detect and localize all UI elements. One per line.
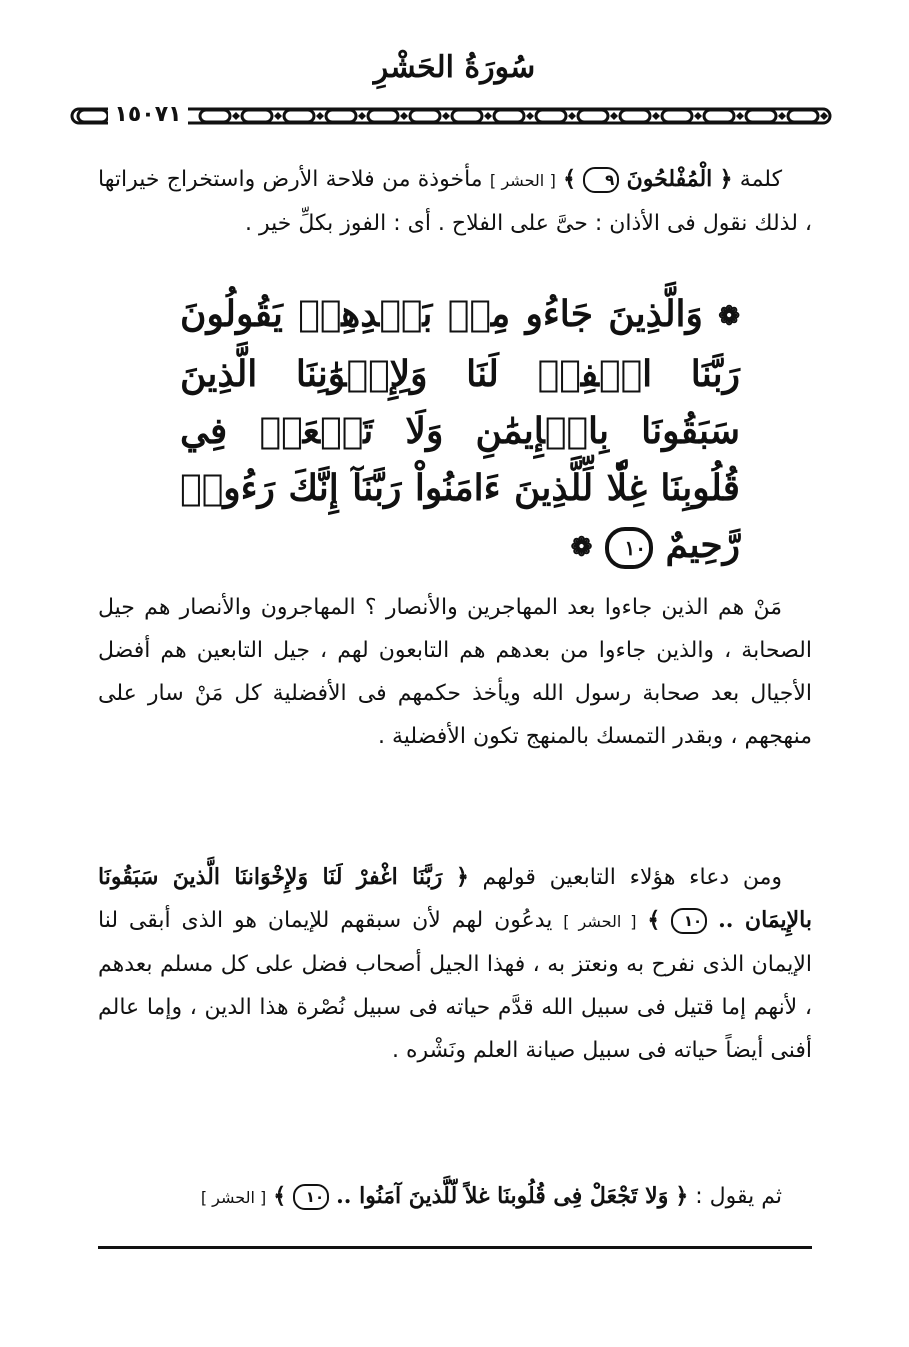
ornament-diamond xyxy=(316,112,324,120)
surah-reference: [ الحشر ] xyxy=(563,912,637,931)
ornament-capsule xyxy=(78,110,108,122)
paragraph-tabieen xyxy=(98,586,812,758)
footer-rule xyxy=(98,1246,812,1249)
para3-lead: ومن دعاء هؤلاء التابعين قولهم xyxy=(482,865,783,890)
paragraph-dua xyxy=(98,856,812,1072)
surah-title: سُورَةُ الحَشْرِ xyxy=(373,50,536,85)
para4-lead: ثم يقول : xyxy=(695,1184,782,1209)
ornament-diamond xyxy=(736,112,744,120)
ornament-diamond xyxy=(358,112,366,120)
ornament-capsule xyxy=(452,110,482,122)
close-bracket: ﴾ xyxy=(563,166,577,192)
ornament-diamond xyxy=(232,112,240,120)
para1-body: مأخوذة من فلاحة الأرض واستخراج خيراتها ، لذلك نقول فى الأذان : حىَّ على الفلاح . أى : الفوز بكلِّ خير . xyxy=(98,167,812,236)
ornament-capsule xyxy=(620,110,650,122)
open-bracket: ﴿ xyxy=(719,166,733,192)
ornament-diamond xyxy=(652,112,660,120)
ornament-capsule xyxy=(494,110,524,122)
ornament-capsule xyxy=(788,110,818,122)
verse-end-ornament-icon: ❁ xyxy=(570,532,593,562)
quran-word: الْمُفْلحُونَ xyxy=(626,166,713,192)
open-bracket: ﴿ xyxy=(675,1183,689,1209)
ornament-diamond xyxy=(442,112,450,120)
paragraph-word-meaning xyxy=(98,158,812,245)
ornament-diamond xyxy=(274,112,282,120)
close-bracket: ﴾ xyxy=(273,1183,287,1209)
ornament-capsule xyxy=(284,110,314,122)
ornament-capsule xyxy=(200,110,230,122)
para3-body: يدعُون لهم لأن سبقهم للإيمان هو الذى أبقى لنا الإيمان الذى نفرح به ونعتز به ، فهذا الجيل أصحاب فضل على كل مسلم بعدهم ، لأنهم إما قتيل فى سبيل الله قدَّم حياته فى سبيل نُصْرة هذا الدين ، وإما عالم أفنى أيضاً حياته فى سبيل صيانة العلم ونَشْره . xyxy=(98,908,812,1063)
ornament-diamond xyxy=(820,112,828,120)
ornament-capsule xyxy=(326,110,356,122)
ornament-diamond xyxy=(568,112,576,120)
ornament-capsule xyxy=(578,110,608,122)
page-number: ١٥٠٧١ xyxy=(108,100,188,130)
open-bracket: ﴿ xyxy=(455,864,469,890)
ornament-diamond xyxy=(694,112,702,120)
close-bracket: ﴾ xyxy=(647,907,661,933)
ornament-diamond xyxy=(484,112,492,120)
para2-body: مَنْ هم الذين جاءوا بعد المهاجرين والأنصار ؟ المهاجرون والأنصار هم جيل الصحابة ، والذين جاءوا من بعدهم هم التابعون لهم ، جيل التابعين هم أفضل الأجيال بعد صحابة رسول الله ويأخذ حكمهم فى الأفضلية كل مَنْ سار على منهجهم ، وبقدر التمسك بالمنهج تكون الأفضلية . xyxy=(98,595,812,749)
ornament-capsule xyxy=(746,110,776,122)
para1-lead: كلمة xyxy=(739,167,783,192)
verse-start-ornament-icon: ❁ xyxy=(718,301,740,332)
ornament-capsule xyxy=(242,110,272,122)
ornament-capsule xyxy=(536,110,566,122)
quran-quote: وَلا تَجْعَلْ فِى قُلُوبنَا غلاً لّلَّذينَ آمَنُوا .. xyxy=(336,1183,669,1209)
ayah-number-badge: ١٠ xyxy=(293,1184,329,1210)
verse-ayah-number-badge: ١٠ xyxy=(605,527,653,569)
verse-text: وَالَّذِينَ جَاءُو مِنۢ بَعۡدِهِمۡ يَقُولُونَ رَبَّنَا اغۡفِرۡ لَنَا وَلِإِخۡوَٰنِنَا الَّذِينَ سَبَقُونَا بِالۡإِيمَٰنِ وَلَا تَجۡعَلۡ فِي قُلُوبِنَا غِلّٗا لِّلَّذِينَ ءَامَنُواْ رَبَّنَآ إِنَّكَ رَءُوفٞ رَّحِيمٌ xyxy=(180,293,740,566)
ornament-capsule xyxy=(368,110,398,122)
ornament-capsule xyxy=(410,110,440,122)
ornament-diamond xyxy=(526,112,534,120)
quran-verse xyxy=(180,286,740,576)
ornament-diamond xyxy=(610,112,618,120)
ayah-number-badge: ٩ xyxy=(583,167,619,193)
quran-quote: رَبَّنَا اغْفرْ لَنَا وَلإِخْوَاننَا الَّذينَ سَبَقُونَا بالإِيمَان .. xyxy=(98,864,813,933)
ornament-diamond xyxy=(400,112,408,120)
surah-reference: [ الحشر ] xyxy=(200,1188,267,1207)
surah-reference: [ الحشر ] xyxy=(489,171,556,190)
ornament-capsule xyxy=(704,110,734,122)
ayah-number-badge: ١٠ xyxy=(671,908,707,934)
ornament-diamond xyxy=(778,112,786,120)
ornament-capsule xyxy=(662,110,692,122)
paragraph-next xyxy=(98,1175,812,1219)
